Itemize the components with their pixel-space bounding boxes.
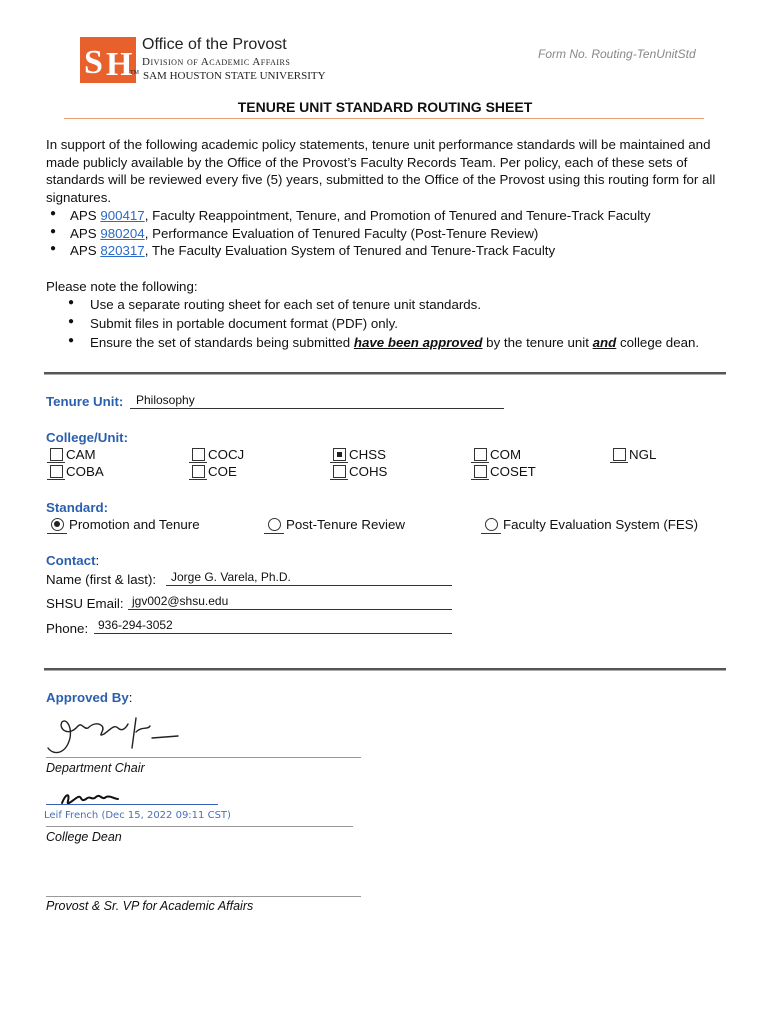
name-field[interactable]: Jorge G. Varela, Ph.D.: [166, 571, 452, 586]
svg-text:H: H: [106, 46, 133, 83]
section-divider: [44, 668, 726, 671]
policy-link[interactable]: 980204: [100, 226, 145, 241]
tenure-unit-label: Tenure Unit:: [46, 394, 124, 409]
contact-heading: Contact:: [46, 553, 100, 568]
standard-label: Standard:: [46, 500, 109, 515]
college-unit-label: College/Unit:: [46, 430, 128, 445]
approved-by-heading: Approved By:: [46, 690, 133, 705]
note-item: ● Submit files in portable document format (PDF) only.: [68, 316, 398, 331]
phone-field[interactable]: 936-294-3052: [94, 619, 452, 634]
dean-signature-underline: [46, 804, 218, 805]
email-field[interactable]: jgv002@shsu.edu: [128, 595, 452, 610]
college-dean-caption: College Dean: [46, 830, 122, 844]
section-divider: [44, 372, 726, 375]
provost-caption: Provost & Sr. VP for Academic Affairs: [46, 899, 254, 913]
note-item: ● Ensure the set of standards being submitted have been approved by the tenure unit and college dean.: [68, 335, 700, 350]
title-divider: [64, 118, 704, 119]
intro-paragraph: In support of the following academic policy statements, tenure unit performance standards will be maintained and made publicly available by the Office of the Provost’s Faculty Records Team. Per policy, each of these sets of standards will be reviewed every five (5) years, submitted to the Office of the Provost using this routing form for all signatures.: [46, 137, 716, 205]
page-title: TENURE UNIT STANDARD ROUTING SHEET: [237, 99, 533, 115]
policy-link[interactable]: 820317: [100, 243, 145, 258]
svg-text:S: S: [84, 44, 103, 81]
department-chair-caption: Department Chair: [46, 761, 145, 775]
dean-e-signature-stamp[interactable]: Leif French (Dec 15, 2022 09:11 CST): [44, 810, 231, 821]
university-name: ™ SAM HOUSTON STATE UNIVERSITY: [130, 70, 326, 82]
phone-label: Phone:: [46, 621, 89, 636]
policy-item: ● APS 820317, The Faculty Evaluation System of Tenured and Tenure-Track Faculty: [50, 243, 556, 258]
note-item: ● Use a separate routing sheet for each set of tenure unit standards.: [68, 297, 482, 312]
provost-signature-line[interactable]: [46, 896, 361, 897]
form-number: Form No. Routing-TenUnitStd: [538, 47, 696, 61]
policy-link[interactable]: 900417: [100, 208, 145, 223]
office-title: Office of the Provost: [142, 36, 287, 53]
policy-item: ● APS 900417, Faculty Reappointment, Tenure, and Promotion of Tenured and Tenure-Track Faculty: [50, 208, 651, 223]
dean-signature-line[interactable]: [46, 826, 353, 827]
chair-signature-line[interactable]: [46, 757, 361, 758]
name-label: Name (first & last):: [46, 572, 157, 587]
division-title: Division of Academic Affairs: [142, 56, 291, 68]
email-label: SHSU Email:: [46, 596, 124, 611]
notes-heading: Please note the following:: [46, 279, 198, 294]
policy-item: ● APS 980204, Performance Evaluation of Tenured Faculty (Post-Tenure Review): [50, 226, 539, 241]
shsu-logo: [80, 37, 136, 83]
tenure-unit-field[interactable]: Philosophy: [130, 394, 504, 409]
